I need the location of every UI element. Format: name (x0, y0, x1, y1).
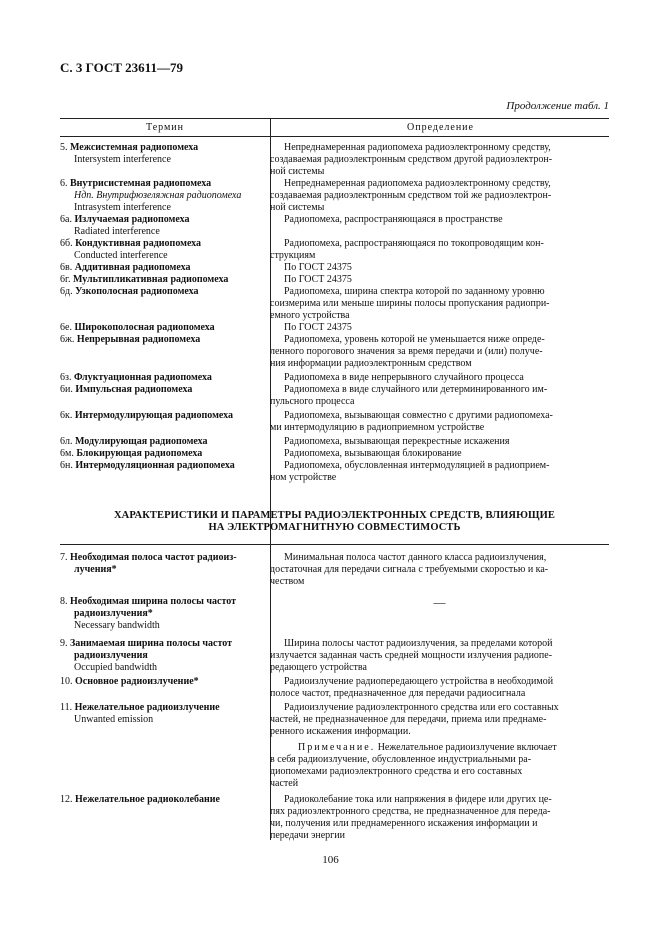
page-title: С. 3 ГОСТ 23611—79 (60, 60, 183, 75)
column-header-term: Термин (145, 122, 185, 133)
table-row: 6б. Кондуктивная радиопомеха Conducted interference Радиопомеха, распространяющаяся по токопроводящим кон- струкциям (60, 238, 544, 261)
terms-table (60, 118, 609, 840)
table-row (60, 142, 609, 178)
page-number: 106 (322, 854, 339, 866)
note-block: Примечание. Нежелательное радиоизлучение включает в себя радиоизлучение, обусловленное индустриальными ра- диопомехами радиоэлектронного средства и его составных частей (270, 742, 557, 789)
term-en: Intersystem interference (74, 154, 171, 165)
rows-top: 5. Межсистемная радиопомеха Intersystem interference Непреднамеренная радиопомеха радиоэлектронному средству, создаваемая радиоэлектронным средством другой радиоэлектрон- ной системы 6. Внутрисистемная радиопомеха Ндп. Внутрифюзеляжная радиопомеха Intrasystem interference Непреднамеренная радиопомеха радиоэлектронному средству, создаваемая радиоэлектронным средством той же радиоэлектрон- ной системы 6а. Излучаемая радиопомеха Radiated interference Радиопомеха, распространяющаяся в пространстве 6б. Кондуктивная радиопомеха Conducted interference Радиопомеха, распространяющаяся по токопроводящим кон- струкциям 6в. Аддитивная радиопомеха По ГОСТ 24375 6г. Мультипликативная радиопомеха По ГОСТ 24375 6д. Узкополосная радиопомеха Радиопомеха, ширина спектра которой по заданному уровню соизмерима или меньше ширины полосы пропускания радиопри- емного устройства 6е. Широкополосная радиопомеха По ГОСТ 24375 6ж. Непрерывная радиопомеха Радиопомеха, уровень которой не уменьшается ниже опреде- ленного порогового значения за время передачи и (или) получе- ния информации радиоэлектронным средством 6з. Флуктуационная радиопомеха Радиопомеха в виде непрерывного случайного процесса 6и. Импульсная радиопомеха Радиопомеха в виде случайного или детерминированного им- пульсного процесса 6к. Интермодулирующая радиопомеха Радиопомеха, вызывающая совместно с другими радиопомеха- ми интермодуляцию в радиоприемном устройстве 6л. Модулирующая радиопомеха Радиопомеха, вызывающая перекрестные искажения 6м. Блокирующая радиопомеха Радиопомеха, вызывающая блокирование 6н. Интермодуляционная радиопомеха Радиопомеха, обусловленная интермодуляцией в радиоприем- ном устройстве (60, 142, 609, 484)
empty-definition-dash: — (433, 595, 446, 609)
table-row (60, 178, 609, 214)
table-header-border (60, 136, 609, 137)
term-cell: 6. Внутрисистемная радиопомеха Ндп. Внутрифюзеляжная радиопомеха Intrasystem interference (60, 178, 242, 213)
continuation-note: Продолжение табл. 1 (506, 100, 609, 112)
rows-bottom: 7. Необходимая полоса частот радиоиз- лучения* Минимальная полоса частот данного класса радиоизлучения, достаточная для передачи сигнала с требуемыми скоростью и ка- чеством 8. Необходимая ширина полосы частот радиоизлучения* Necessary bandwidth — 9. Занимаемая ширина полосы частот радиоизлучения Occupied bandwidth Ширина полосы частот радиоизлучения, за пределами которой излучается заданная часть средней мощности излучения радиопе- редающего устройства 10. Основное радиоизлучение* Радиоизлучение радиопередающего устройства в необходимой полосе частот, предназначенное для передачи радиосигнала 11. Нежелательное радиоизлучение Unwanted emission Радиоизлучение радиоэлектронного средства или его составных частей, не предназначенное для передачи, приема или преднаме- ренного искажения информации. Примечание. Нежелательное радиоизлучение включает в себя радиоизлучение, обусловленное индустриальными ра- диопомехами радиоэлектронного средства и его составных частей 12. Нежелательное радиоколебание Радиоколебание тока или напряжения в фидере или других це- пях радиоэлектронного средства, не предназначенное для переда- чи, получения или преднамеренного искажения информации и передачи энергии (60, 550, 609, 842)
definition-cell: Непреднамеренная радиопомеха радиоэлектронному средству, создаваемая радиоэлектронным средством той же радиоэлектрон- ной системы (270, 178, 552, 213)
term-cell (60, 142, 270, 166)
term-number: 5. (60, 142, 68, 153)
section-heading: ХАРАКТЕРИСТИКИ И ПАРАМЕТРЫ РАДИОЭЛЕКТРОННЫХ СРЕДСТВ, ВЛИЯЮЩИЕ НА ЭЛЕКТРОМАГНИТНУЮ СОВМЕСТИМОСТЬ (114, 510, 555, 533)
table-row: 7. Необходимая полоса частот радиоиз- лучения* Минимальная полоса частот данного класса радиоизлучения, достаточная для передачи сигнала с требуемыми скоростью и ка- чеством (60, 552, 549, 587)
column-header-definition: Определение (407, 122, 474, 133)
definition-cell: Непреднамеренная радиопомеха радиоэлектронному средству, создаваемая радиоэлектронным средством другой радиоэлектрон- ной системы (270, 142, 553, 177)
table-top-border (60, 118, 609, 119)
table-row: 6а. Излучаемая радиопомеха Radiated interference Радиопомеха, распространяющаяся в пространстве (60, 214, 503, 237)
term-text: Межсистемная радиопомеха (70, 142, 199, 153)
section-divider-line (60, 544, 609, 545)
